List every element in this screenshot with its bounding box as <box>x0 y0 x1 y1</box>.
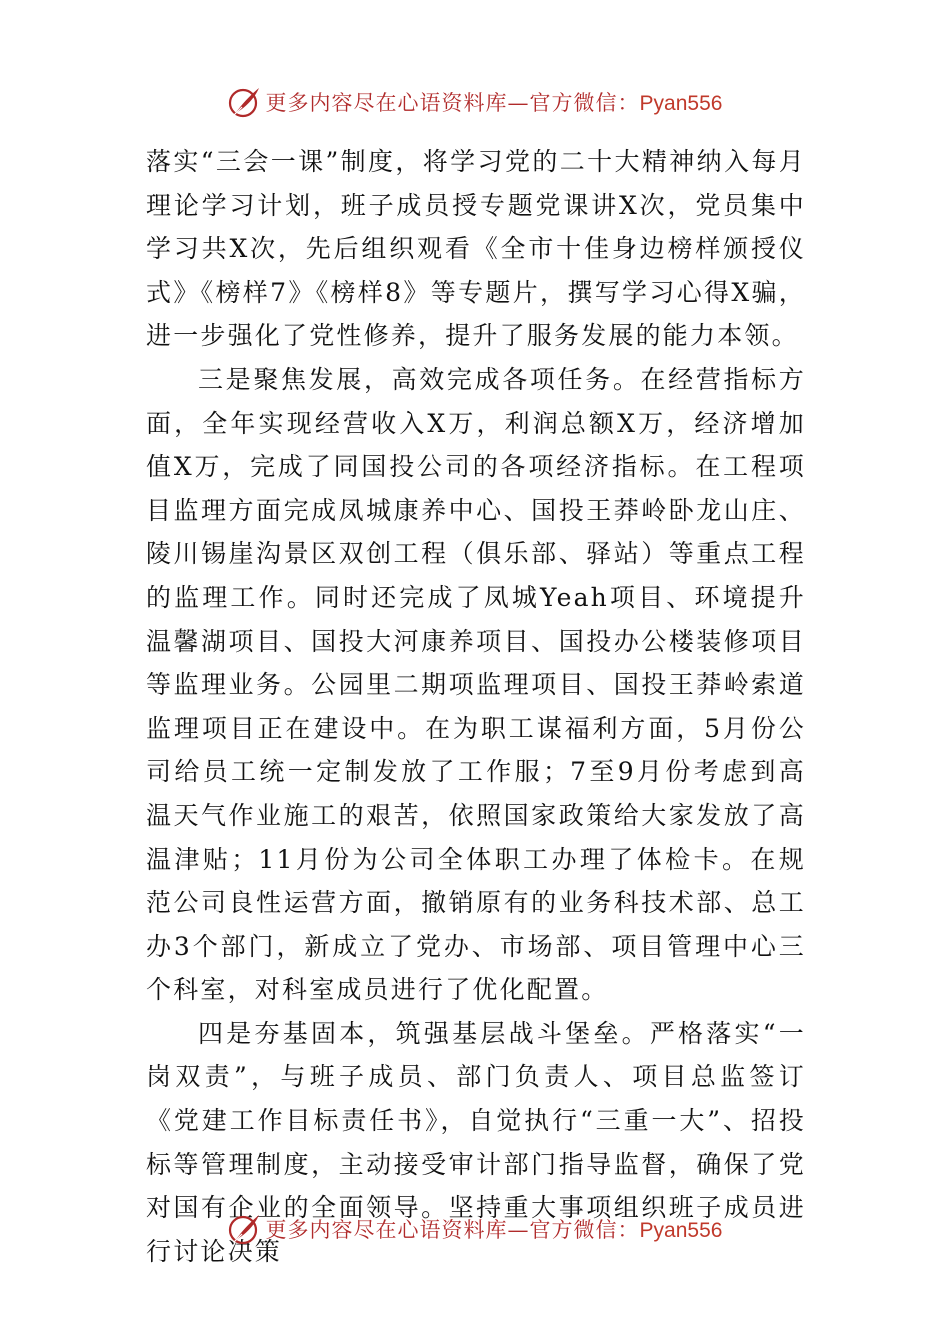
footer-wechat-id: Pyan556 <box>639 1219 723 1242</box>
header-banner <box>0 82 950 122</box>
header-banner-text <box>266 87 723 117</box>
quill-pen-icon <box>228 1212 262 1246</box>
footer-banner-text <box>266 1214 723 1244</box>
footer-banner <box>0 1209 950 1249</box>
footer-banner-label: 更多内容尽在心语资料库—官方微信： <box>265 1218 640 1242</box>
paragraph-1: 落实“三会一课”制度，将学习党的二十大精神纳入每月理论学习计划，班子成员授专题党课讲X次，党员集中学习共X次，先后组织观看《全市十佳身边榜样颁授仪式》《榜样7》《榜样8》等专题片，撰写学习心得X骗，进一步强化了党性修养，提升了服务发展的能力本领。 <box>146 147 806 351</box>
document-body <box>146 140 806 1273</box>
paragraph-2: 三是聚焦发展，高效完成各项任务。在经营指标方面，全年实现经营收入X万，利润总额X万，经济增加值X万，完成了同国投公司的各项经济指标。在工程项目监理方面完成凤城康养中心、国投王莽岭卧龙山庄、陵川锡崖沟景区双创工程（俱乐部、驿站）等重点工程的监理工作。同时还完成了凤城Yeah项目、环境提升温馨湖项目、国投大河康养项目、国投办公楼装修项目等监理业务。公园里二期项监理项目、国投王莽岭索道监理项目正在建设中。在为职工谋福利方面，5月份公司给员工统一定制发放了工作服；7至9月份考虑到高温天气作业施工的艰苦，依照国家政策给大家发放了高温津贴；11月份为公司全体职工办理了体检卡。在规范公司良性运营方面，撤销原有的业务科技术部、总工办3个部门，新成立了党办、市场部、项目管理中心三个科室，对科室成员进行了优化配置。 <box>146 364 806 1005</box>
paragraph-3: 四是夯基固本，筑强基层战斗堡垒。严格落实“一岗双责”，与班子成员、部门负责人、项目总监签订《党建工作目标责任书》，自觉执行“三重一大”、招投标等管理制度，主动接受审计部门指导监督，确保了党对国有企业的全面领导。坚持重大事项组织班子成员进行讨论决策 <box>146 1018 806 1266</box>
header-banner-label: 更多内容尽在心语资料库—官方微信： <box>265 91 640 115</box>
quill-pen-icon <box>228 85 262 119</box>
header-wechat-id: Pyan556 <box>639 92 723 115</box>
